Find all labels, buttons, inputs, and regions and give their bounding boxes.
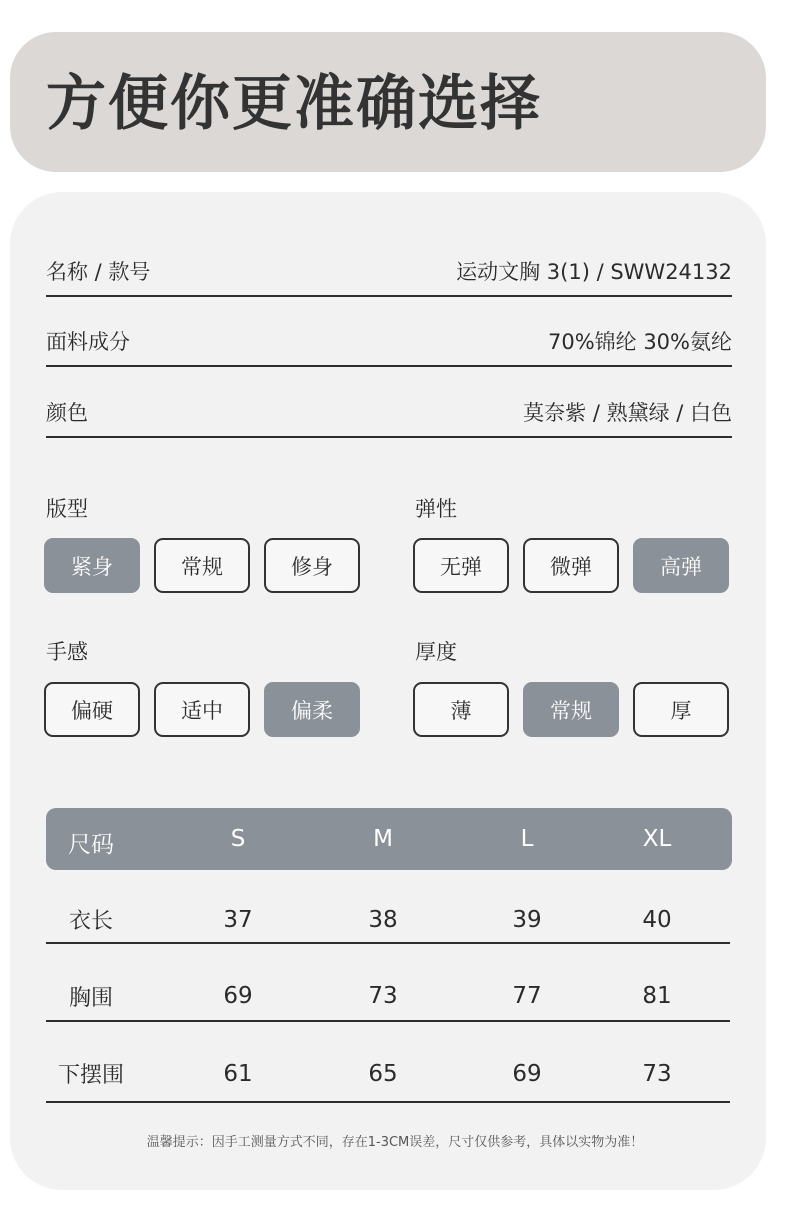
- table-cell: 81: [642, 983, 672, 1009]
- elasticity-option[interactable]: 高弹: [633, 538, 729, 593]
- table-cell: 73: [642, 1061, 672, 1087]
- info-value: 70%锦纶 30%氨纶: [547, 330, 732, 354]
- elasticity-option[interactable]: 无弹: [413, 538, 509, 593]
- fit-option[interactable]: 紧身: [44, 538, 140, 593]
- table-cell: 38: [368, 907, 398, 933]
- table-cell: 61: [223, 1061, 253, 1087]
- table-cell: 69: [512, 1061, 542, 1087]
- fit-title: 版型: [46, 497, 88, 521]
- table-divider: [46, 1020, 730, 1022]
- thickness-option[interactable]: 常规: [523, 682, 619, 737]
- row-label-bust: 胸围: [68, 986, 114, 1011]
- hand-feel-option[interactable]: 适中: [154, 682, 250, 737]
- table-cell: 77: [512, 983, 542, 1009]
- hand-feel-option[interactable]: 偏硬: [44, 682, 140, 737]
- row-label-hem: 下摆围: [57, 1063, 125, 1088]
- row-label-length: 衣长: [68, 909, 114, 934]
- hand-feel-title: 手感: [46, 640, 88, 664]
- table-divider: [46, 942, 730, 944]
- table-cell: 65: [368, 1061, 398, 1087]
- thickness-title: 厚度: [415, 640, 457, 664]
- elasticity-option[interactable]: 微弹: [523, 538, 619, 593]
- table-cell: 73: [368, 983, 398, 1009]
- page-title: 方便你更准确选择: [46, 69, 542, 139]
- info-value: 运动文胸 3(1) / SWW24132: [456, 260, 732, 284]
- measurement-note: 温馨提示：因手工测量方式不同，存在1-3CM误差，尺寸仅供参考，具体以实物为准！: [146, 1135, 644, 1150]
- thickness-option[interactable]: 厚: [633, 682, 729, 737]
- size-header-l: L: [520, 826, 534, 852]
- table-cell: 40: [642, 907, 672, 933]
- info-row-color: [46, 397, 732, 427]
- size-header-s: S: [230, 826, 246, 852]
- table-cell: 37: [223, 907, 253, 933]
- info-row-fabric: [46, 326, 732, 356]
- info-label: 颜色: [46, 401, 88, 425]
- info-label: 面料成分: [46, 330, 130, 354]
- info-value: 莫奈紫 / 熟黛绿 / 白色: [523, 401, 732, 425]
- size-header-m: M: [373, 826, 393, 852]
- info-row-name: [46, 256, 732, 286]
- table-cell: 69: [223, 983, 253, 1009]
- hand-feel-option[interactable]: 偏柔: [264, 682, 360, 737]
- thickness-option[interactable]: 薄: [413, 682, 509, 737]
- table-cell: 39: [512, 907, 542, 933]
- table-divider: [46, 1101, 730, 1103]
- divider: [46, 295, 732, 297]
- divider: [46, 436, 732, 438]
- fit-option[interactable]: 常规: [154, 538, 250, 593]
- fit-option[interactable]: 修身: [264, 538, 360, 593]
- size-header-label: 尺码: [68, 832, 114, 858]
- info-label: 名称 / 款号: [46, 260, 151, 284]
- size-header-xl: XL: [642, 826, 672, 852]
- divider: [46, 365, 732, 367]
- elasticity-title: 弹性: [415, 497, 457, 521]
